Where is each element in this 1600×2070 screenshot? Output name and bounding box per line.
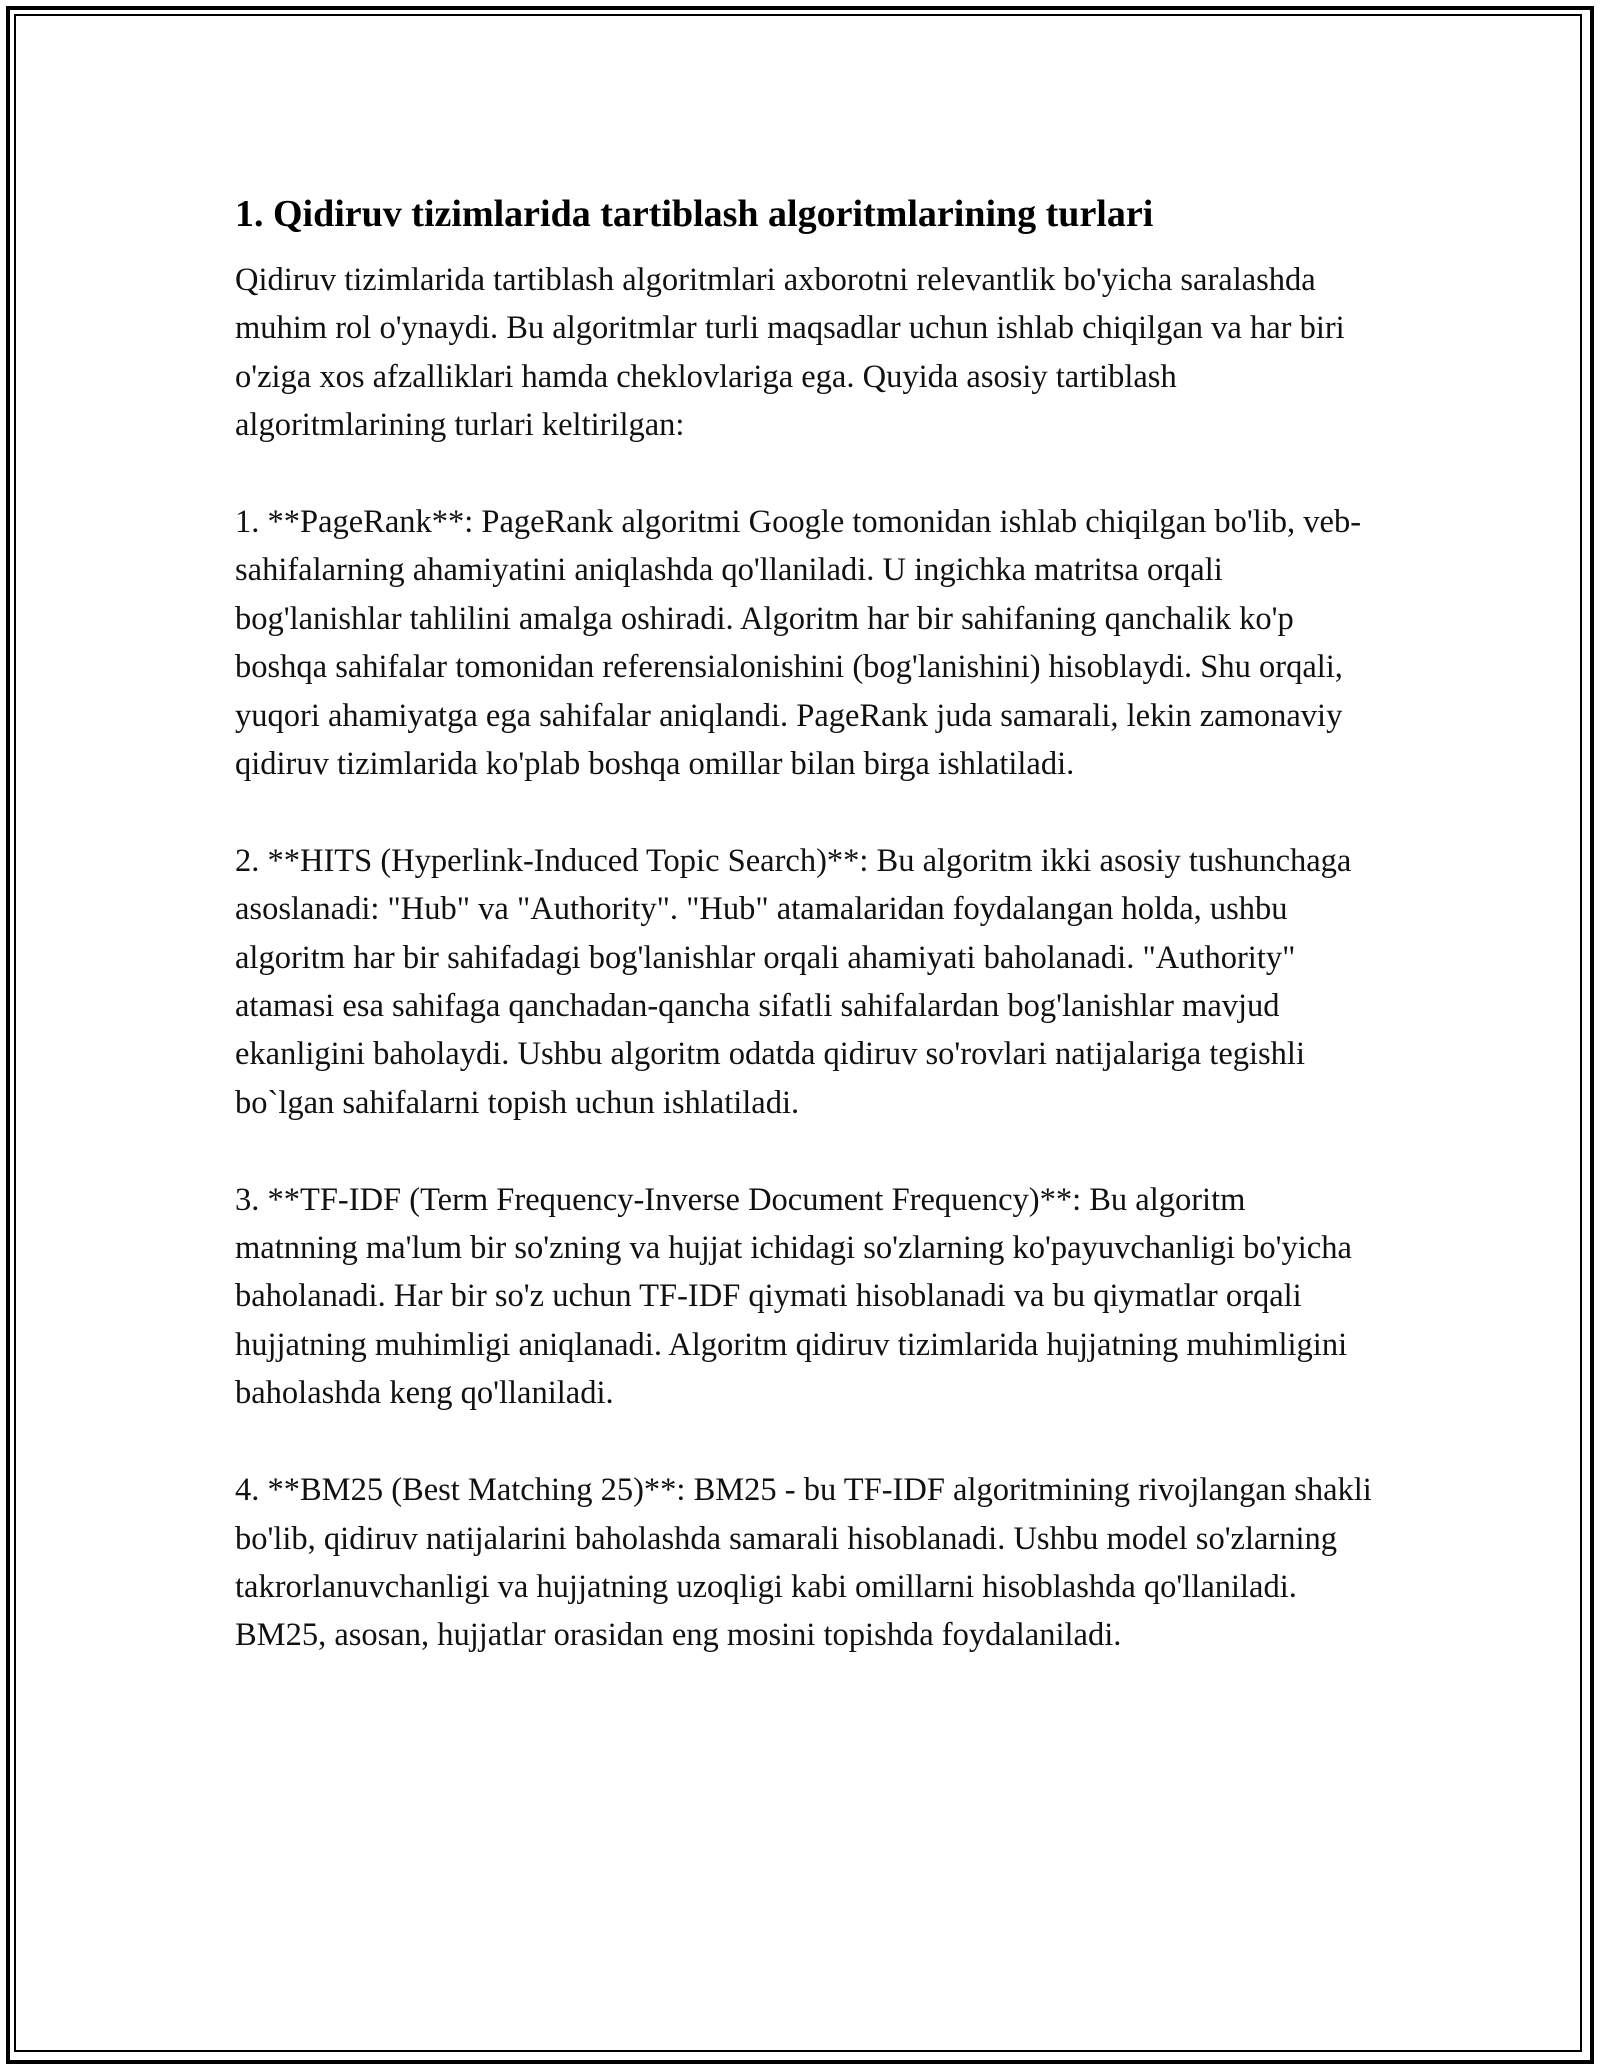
tfidf-paragraph: 3. **TF-IDF (Term Frequency-Inverse Document Frequency)**: Bu algoritm matnning ma'lum bir so'zning va hujjat ichidagi so'zlarning ko'payuvchanligi bo'yicha baholanadi. Har bir so'z uchun TF-IDF qiymati hisoblanadi va bu qiymatlar orqali hujjatning muhimligi aniqlanadi. Algoritm qidiruv tizimlarida hujjatning muhimligini baholashda keng qo'llaniladi. [235,1181,1352,1412]
pagerank-paragraph: 1. **PageRank**: PageRank algoritmi Google tomonidan ishlab chiqilgan bo'lib, veb-sahifalarning ahamiyatini aniqlashda qo'llaniladi. U ingichka matritsa orqali bog'lanishlar tahlilini amalga oshiradi. Algoritm har bir sahifaning qanchalik ko'p boshqa sahifalar tomonidan referensialonishini (bog'lanishini) hisoblaydi. Shu orqali, yuqori ahamiyatga ega sahifalar aniqlandi. PageRank juda samarali, lekin zamonaviy qidiruv tizimlarida ko'plab boshqa omillar bilan birga ishlatiladi. [235,504,1362,783]
hits-paragraph: 2. **HITS (Hyperlink-Induced Topic Search)**: Bu algoritm ikki asosiy tushunchaga asoslanadi: "Hub" va "Authority". "Hub" atamalaridan foydalangan holda, ushbu algoritm har bir sahifadagi bog'lanishlar orqali ahamiyati baholanadi. "Authority" atamasi esa sahifaga qanchadan-qancha sifatli sahifalardan bog'lanishlar mavjud ekanligini baholaydi. Ushbu algoritm odatda qidiruv so'rovlari natijalariga tegishli bo`lgan sahifalarni topish uchun ishlatiladi. [235,842,1352,1121]
intro-paragraph: Qidiruv tizimlarida tartiblash algoritmlari axborotni relevantlik bo'yicha saralashda muhim rol o'ynaydi. Bu algoritmlar turli maqsadlar uchun ishlab chiqilgan va har biri o'ziga xos afzalliklari hamda cheklovlariga ega. Quyida asosiy tartiblash algoritmlarining turlari keltirilgan: [235,262,1345,444]
bm25-paragraph: 4. **BM25 (Best Matching 25)**: BM25 - bu TF-IDF algoritmining rivojlangan shakli bo'lib, qidiruv natijalarini baholashda samarali hisoblanadi. Ushbu model so'zlarning takrorlanuvchanligi va hujjatning uzoqligi kabi omillarni hisoblashda qo'llaniladi. BM25, asosan, hujjatlar orasidan eng mosini topishda foydalaniladi. [235,1472,1372,1654]
document-body [235,190,1375,1708]
document-title: 1. Qidiruv tizimlarida tartiblash algoritmlarining turlari [235,193,1154,235]
